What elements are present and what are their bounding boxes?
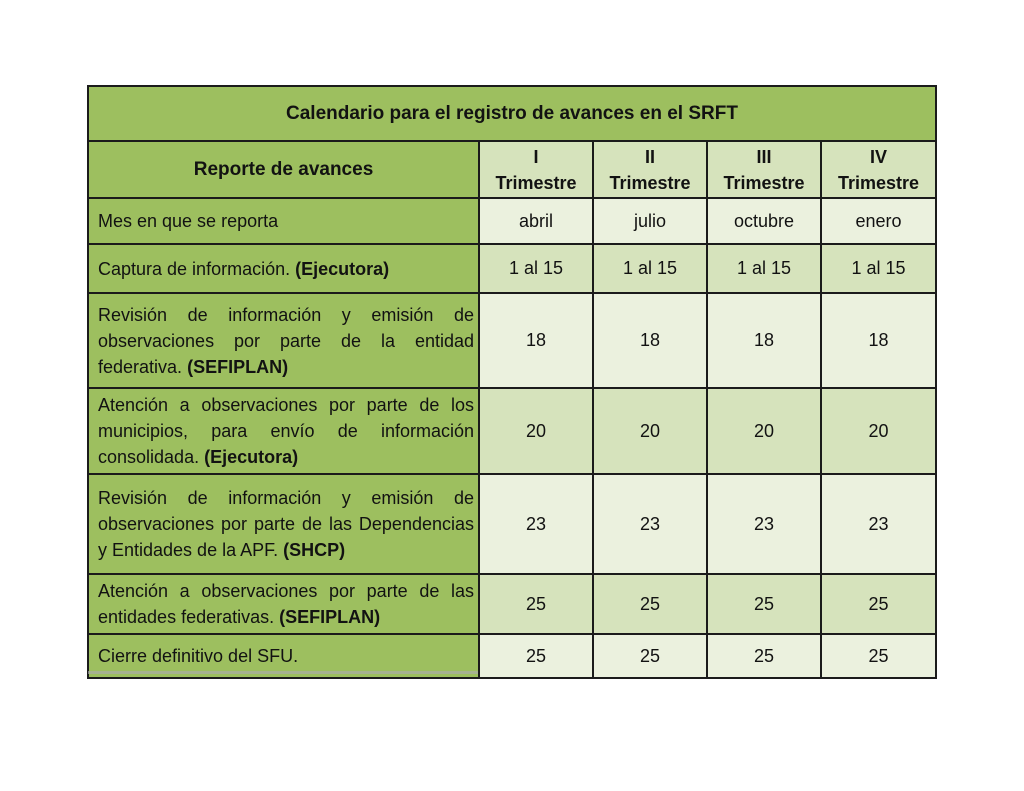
value-cell: 23 bbox=[821, 474, 936, 574]
row-label-cell bbox=[88, 198, 479, 244]
value-cell: 20 bbox=[821, 388, 936, 474]
row-label-text: Cierre definitivo del SFU. bbox=[98, 646, 299, 666]
table-row-atencion-entidades bbox=[88, 574, 936, 634]
value-cell: 1 al 15 bbox=[593, 244, 707, 293]
value-cell: 25 bbox=[821, 574, 936, 634]
table-row-captura bbox=[88, 244, 936, 293]
row-label-cell bbox=[88, 474, 479, 574]
row-label-text: Mes en que se reporta bbox=[98, 211, 279, 231]
srft-calendar-table bbox=[87, 85, 937, 679]
quarter-word: Trimestre bbox=[837, 172, 920, 193]
value-cell: 25 bbox=[707, 634, 821, 678]
table-row-atencion-municipios bbox=[88, 388, 936, 474]
row-label-cell bbox=[88, 244, 479, 293]
quarter-numeral: IV bbox=[869, 146, 887, 167]
row-label-text: Captura de información. bbox=[98, 258, 291, 279]
row-label-cell bbox=[88, 574, 479, 634]
value-cell: 25 bbox=[593, 634, 707, 678]
row-label-text: Revisión de información y emisión de observaciones por parte de la entidad federativa. bbox=[98, 304, 474, 377]
value-cell: 23 bbox=[479, 474, 593, 574]
value-cell: 20 bbox=[593, 388, 707, 474]
quarter-word: Trimestre bbox=[495, 172, 577, 193]
value-cell: 18 bbox=[707, 293, 821, 388]
value-cell: 20 bbox=[707, 388, 821, 474]
value-cell: octubre bbox=[707, 198, 821, 244]
quarter-numeral: I bbox=[533, 146, 539, 167]
value-cell: 18 bbox=[479, 293, 593, 388]
table-row-revision-shcp bbox=[88, 474, 936, 574]
table-shadow-line bbox=[88, 671, 478, 674]
table-title-row bbox=[88, 86, 936, 141]
value-cell: 25 bbox=[821, 634, 936, 678]
table-header-row bbox=[88, 141, 936, 198]
header-quarter-3 bbox=[707, 141, 821, 198]
row-label-bold: (SEFIPLAN) bbox=[187, 356, 289, 377]
value-cell: 20 bbox=[479, 388, 593, 474]
table-title: Calendario para el registro de avances en el SRFT bbox=[88, 86, 936, 141]
value-cell: 18 bbox=[593, 293, 707, 388]
quarter-numeral: II bbox=[644, 146, 655, 167]
value-cell: enero bbox=[821, 198, 936, 244]
row-label-text: Atención a observaciones por parte de las entidades federativas. bbox=[98, 581, 474, 627]
row-label-bold: (SHCP) bbox=[283, 540, 346, 560]
value-cell: 1 al 15 bbox=[821, 244, 936, 293]
row-label-bold: (SEFIPLAN) bbox=[279, 607, 381, 627]
table-row-revision-sefiplan bbox=[88, 293, 936, 388]
row-label-text: Atención a observaciones por parte de los municipios, para envío de información consolidada. bbox=[98, 395, 474, 467]
table-row-mes-reporta bbox=[88, 198, 936, 244]
value-cell: 1 al 15 bbox=[479, 244, 593, 293]
row-label-bold: (Ejecutora) bbox=[295, 258, 390, 279]
value-cell: 25 bbox=[707, 574, 821, 634]
value-cell: 25 bbox=[479, 574, 593, 634]
quarter-word: Trimestre bbox=[609, 172, 691, 193]
value-cell: 23 bbox=[593, 474, 707, 574]
header-quarter-4 bbox=[821, 141, 936, 198]
header-reporte-de-avances: Reporte de avances bbox=[88, 141, 479, 198]
quarter-word: Trimestre bbox=[723, 172, 805, 193]
value-cell: 25 bbox=[479, 634, 593, 678]
value-cell: 18 bbox=[821, 293, 936, 388]
row-label-cell bbox=[88, 388, 479, 474]
value-cell: 23 bbox=[707, 474, 821, 574]
header-quarter-1 bbox=[479, 141, 593, 198]
row-label-bold: (Ejecutora) bbox=[204, 447, 299, 467]
header-quarter-2 bbox=[593, 141, 707, 198]
value-cell: 1 al 15 bbox=[707, 244, 821, 293]
row-label-cell bbox=[88, 293, 479, 388]
value-cell: abril bbox=[479, 198, 593, 244]
row-label-text: Revisión de información y emisión de observaciones por parte de las Dependencias y Entidades de la APF. bbox=[98, 488, 474, 560]
value-cell: julio bbox=[593, 198, 707, 244]
value-cell: 25 bbox=[593, 574, 707, 634]
quarter-numeral: III bbox=[756, 146, 772, 167]
